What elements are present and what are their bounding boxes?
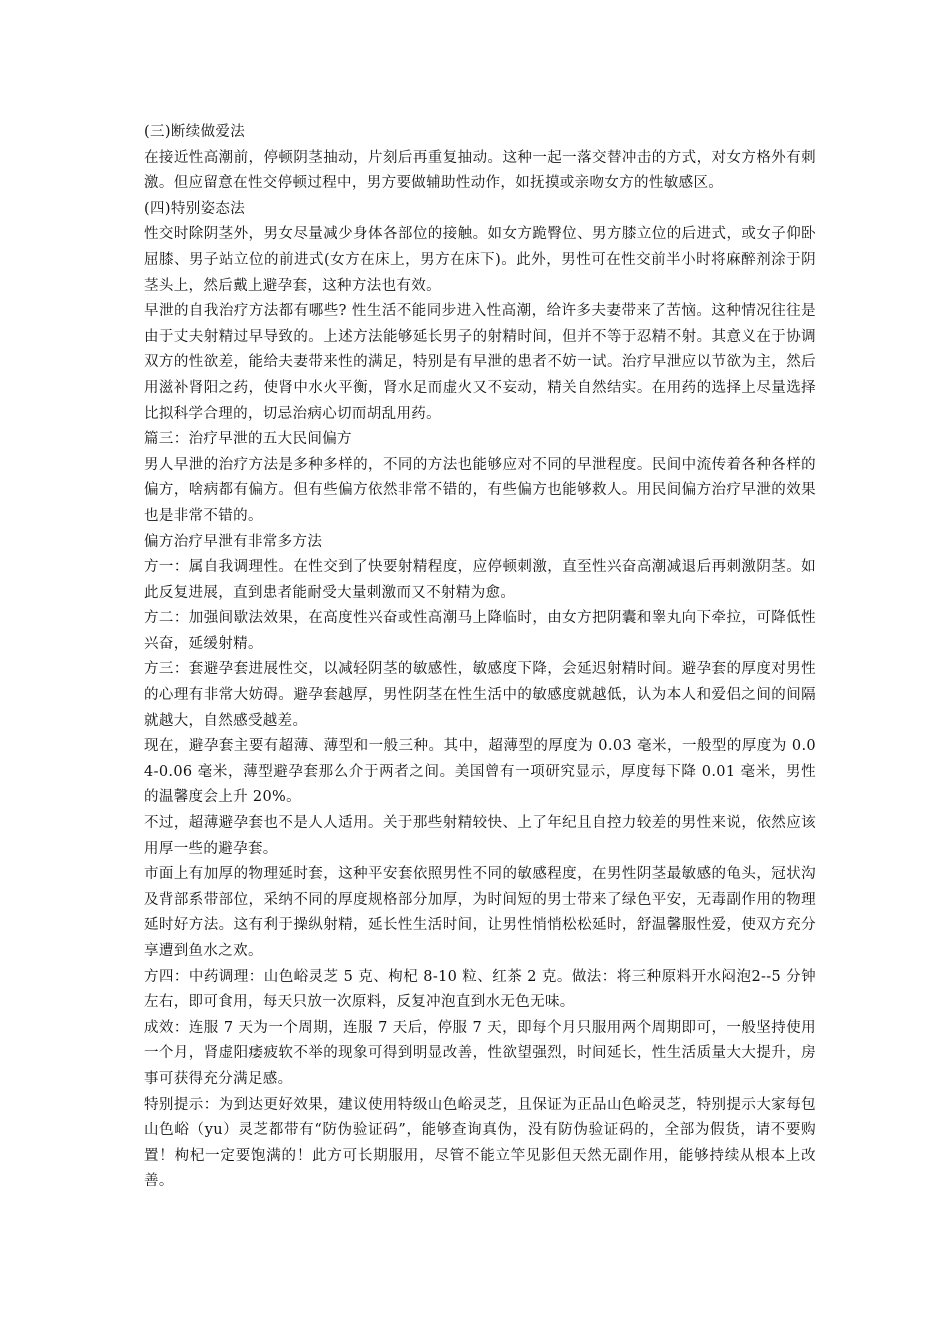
paragraph: 男人早泄的治疗方法是多种多样的，不同的方法也能够应对不同的早泄程度。民间中流传着各种各样的偏方，啥病都有偏方。但有些偏方依然非常不错的，有些偏方也能够救人。用民间偏方治疗早泄的效果也是非常不错的。	[144, 456, 816, 524]
paragraph: 市面上有加厚的物理延时套，这种平安套依照男性不同的敏感程度，在男性阴茎最敏感的龟头，冠状沟及背部系带部位，采纳不同的厚度规格部分加厚，为时间短的男士带来了绿色平安，无毒副作用的物理延时好方法。这有利于操纵射精，延长性生活时间，让男性悄悄松松延时，舒温馨服性爱，使双方充分享遭到鱼水之欢。	[144, 866, 816, 959]
paragraph: 在接近性高潮前，停顿阴茎抽动，片刻后再重复抽动。这种一起一落交替冲击的方式，对女方格外有刺激。但应留意在性交停顿过程中，男方要做辅助性动作，如抚摸或亲吻女方的性敏感区。	[144, 149, 816, 192]
article-title: 篇三：治疗早泄的五大民间偏方	[144, 431, 352, 448]
document-body	[144, 120, 816, 1195]
paragraph: 现在，避孕套主要有超薄、薄型和一般三种。其中，超薄型的厚度为 0.03 毫米，一般型的厚度为 0.04-0.06 毫米，薄型避孕套那么介于两者之间。美国曾有一项研究显示，厚度每下降 0.01 毫米，男性的温馨度会上升 20%。	[144, 738, 816, 806]
paragraph-method-2: 方二：加强间歇法效果，在高度性兴奋或性高潮马上降临时，由女方把阴囊和睾丸向下牵拉，可降低性兴奋，延缓射精。	[144, 610, 816, 652]
paragraph: 性交时除阴茎外，男女尽量减少身体各部位的接触。如女方跪臀位、男方膝立位的后进式，或女子仰卧屈膝、男子站立位的前进式(女方在床上，男方在床下)。此外，男性可在性交前半小时将麻醉剂涂于阴茎头上，然后戴上避孕套，这种方法也有效。	[144, 226, 816, 294]
section-heading-3: (三)断续做爱法	[144, 124, 246, 140]
paragraph: 不过，超薄避孕套也不是人人适用。关于那些射精较快、上了年纪且自控力较差的男性来说，依然应该用厚一些的避孕套。	[144, 815, 816, 857]
paragraph: 早泄的自我治疗方法都有哪些? 性生活不能同步进入性高潮，给许多夫妻带来了苦恼。这种情况往往是由于丈夫射精过早导致的。上述方法能够延长男子的射精时间，但并不等于忍精不射。其意义在于协调双方的性欲差，能给夫妻带来性的满足，特别是有早泄的患者不妨一试。治疗早泄应以节欲为主，然后用滋补肾阳之药，使肾中水火平衡，肾水足而虚火又不妄动，精关自然结实。在用药的选择上尽量选择比拟科学合理的，切忌治病心切而胡乱用药。	[144, 303, 816, 422]
paragraph-method-3: 方三：套避孕套进展性交，以减轻阴茎的敏感性，敏感度下降，会延迟射精时间。避孕套的厚度对男性的心理有非常大妨碍。避孕套越厚，男性阴茎在性生活中的敏感度就越低，认为本人和爱侣之间的间隔就越大，自然感受越差。	[144, 661, 816, 729]
paragraph-method-4: 方四：中药调理：山色峪灵芝 5 克、枸杞 8-10 粒、红茶 2 克。做法：将三种原料开水闷泡2--5 分钟左右，即可食用，每天只放一次原料，反复冲泡直到水无色无味。	[144, 968, 816, 1011]
section-heading-4: (四)特别姿态法	[144, 200, 246, 217]
paragraph-method-1: 方一：属自我调理性。在性交到了快要射精程度，应停顿刺激，直至性兴奋高潮减退后再刺激阴茎。如此反复进展，直到患者能耐受大量刺激而又不射精为愈。	[144, 559, 816, 601]
subheading: 偏方治疗早泄有非常多方法	[144, 533, 323, 550]
paragraph-effect: 成效：连服 7 天为一个周期，连服 7 天后，停服 7 天，即每个月只服用两个周期即可，一般坚持使用一个月，肾虚阳痿疲软不举的现象可得到明显改善，性欲望强烈，时间延长，性生活质量大大提升，房事可获得充分满足感。	[144, 1019, 816, 1087]
paragraph-special-note: 特别提示：为到达更好效果，建议使用特级山色峪灵芝，且保证为正品山色峪灵芝，特别提示大家每包山色峪（yu）灵芝都带有“防伪验证码”，能够查询真伪，没有防伪验证码的，全部为假货，请不要购置！枸杞一定要饱满的！此方可长期服用，尽管不能立竿见影但天然无副作用，能够持续从根本上改善。	[144, 1096, 816, 1190]
